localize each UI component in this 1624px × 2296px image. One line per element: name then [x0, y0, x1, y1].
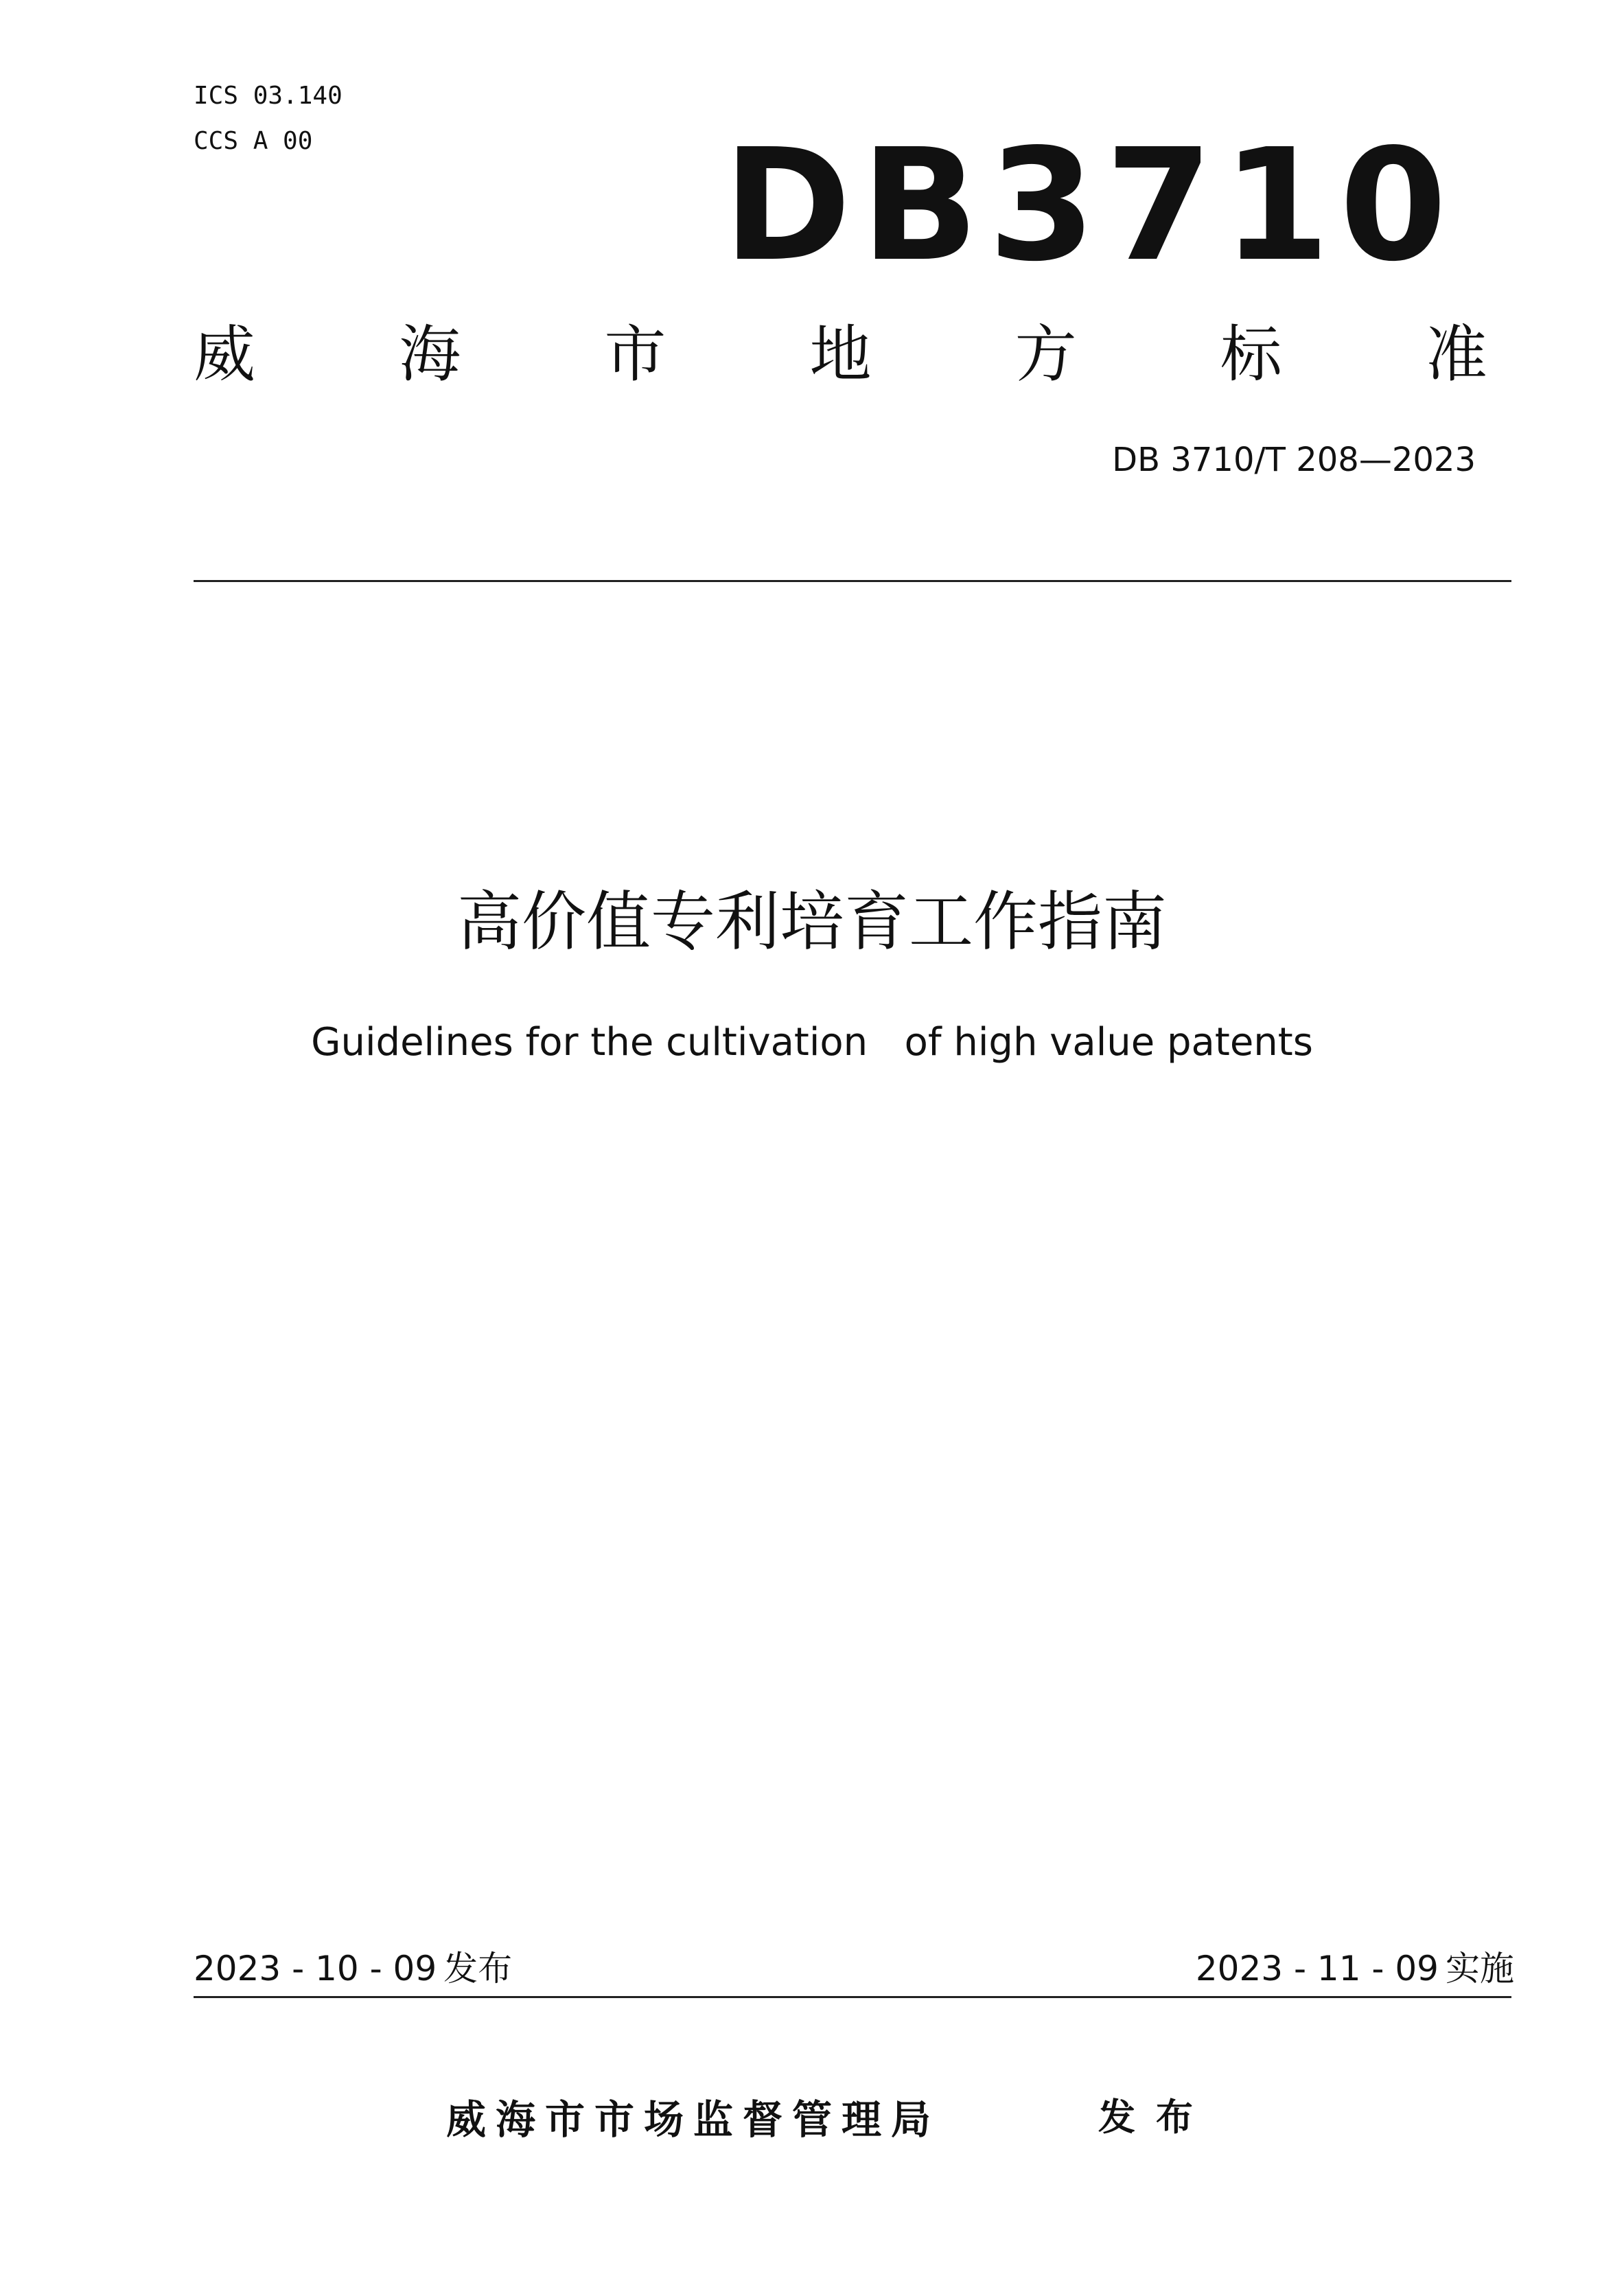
footer-divider [194, 1996, 1511, 1998]
standard-code-heading: DB3710 [723, 116, 1457, 296]
issue-date: 2023 - 10 - 09 [194, 1949, 437, 1988]
standard-type-heading [194, 317, 1487, 393]
document-title-chinese: 高价值专利培育工作指南 [456, 885, 1167, 960]
document-title-english: Guidelines for the cultivation of high value patents [311, 1020, 1313, 1065]
issuing-authority: 威海市市场监督管理局 [446, 2096, 941, 2143]
standard-type-char: 方 [1014, 318, 1077, 391]
standard-number: DB 3710/T 208—2023 [1112, 441, 1476, 479]
ics-code: ICS 03.140 [194, 82, 343, 110]
standard-type-char: 标 [1220, 318, 1282, 391]
issue-date-block [194, 1947, 512, 1991]
implement-date: 2023 - 11 - 09 [1195, 1949, 1439, 1988]
implement-date-block [1196, 1947, 1514, 1991]
implement-label: 实施 [1446, 1949, 1514, 1988]
header-divider [194, 580, 1511, 582]
standard-type-char: 地 [809, 318, 872, 391]
issue-word: 发布 [1098, 2095, 1214, 2139]
standard-type-char: 海 [399, 318, 461, 391]
standard-type-char: 威 [194, 318, 255, 391]
ccs-code: CCS A 00 [194, 127, 313, 155]
standard-type-char: 市 [604, 318, 666, 391]
issue-label: 发布 [443, 1949, 513, 1988]
standard-type-char: 准 [1425, 318, 1487, 391]
